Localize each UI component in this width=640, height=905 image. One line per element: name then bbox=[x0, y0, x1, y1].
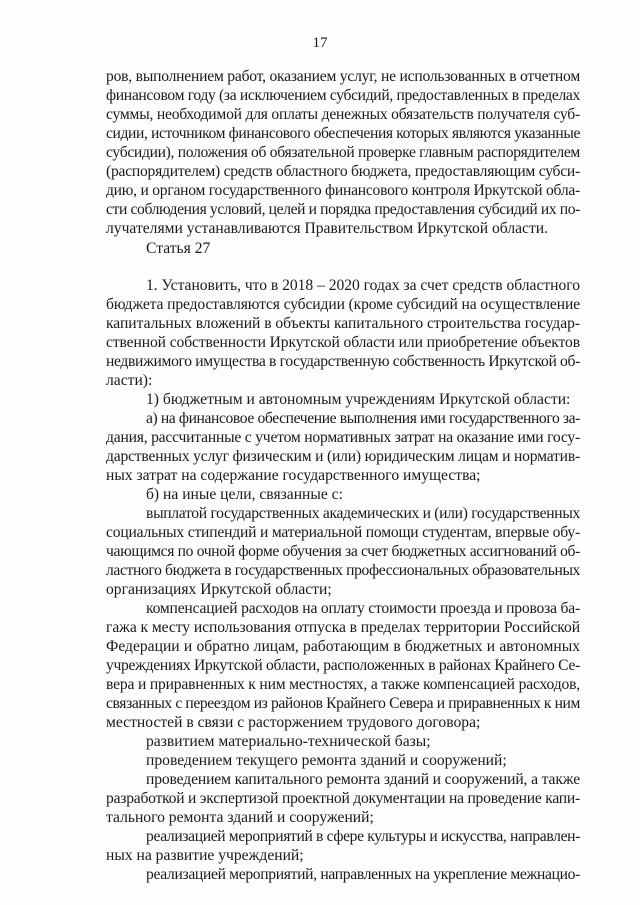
text-line: развитием материально-технической базы; bbox=[146, 733, 431, 750]
text-line: (распорядителем) средств областного бюджета, предоставляющим субси- bbox=[106, 163, 580, 180]
text-line: Федерации и обратно лицам, работающим в бюджетных и автономных bbox=[106, 638, 580, 655]
text-line: финансовом году (за исключением субсидий, предоставленных в пределах bbox=[106, 87, 580, 104]
text-line: реализацией мероприятий, направленных на укрепление межнацио- bbox=[146, 866, 580, 883]
text-line: реализацией мероприятий в сфере культуры и искусства, направлен- bbox=[146, 828, 580, 845]
text-line: суммы, необходимой для оплаты денежных обязательств получателя суб- bbox=[106, 106, 580, 123]
text-line: б) на иные цели, связанные с: bbox=[146, 486, 343, 503]
text-line: вера и приравненных к ним местностях, а также компенсацией расходов, bbox=[106, 676, 580, 693]
text-line: выплатой государственных академических и (или) государственных bbox=[146, 505, 580, 522]
text-line: лучателями устанавливаются Правительством Иркутской области. bbox=[106, 220, 549, 237]
text-line: ластного бюджета в государственных профессиональных образовательных bbox=[106, 562, 580, 579]
text-line: сти соблюдения условий, целей и порядка предоставления субсидий их по- bbox=[106, 201, 580, 218]
text-line: связанных с переездом из районов Крайнего Севера и приравненных к ним bbox=[106, 695, 580, 712]
text-line: капитальных вложений в объекты капитального строительства государ- bbox=[106, 315, 580, 332]
text-line: а) на финансовое обеспечение выполнения ими государственного за- bbox=[146, 410, 580, 427]
text-line: субсидии), положения об обязательной проверке главным распорядителем bbox=[106, 144, 580, 161]
text-line: социальных стипендий и материальной помощи студентам, впервые обу- bbox=[106, 524, 580, 541]
text-line: учреждениях Иркутской области, расположенных в районах Крайнего Се- bbox=[106, 657, 580, 674]
article-heading: Статья 27 bbox=[146, 240, 211, 257]
text-line: дию, и органом государственного финансового контроля Иркутской обла- bbox=[106, 182, 580, 199]
text-line: ных на развитие учреждений; bbox=[106, 847, 304, 864]
text-line: 1) бюджетным и автономным учреждениям Иркутской области: bbox=[146, 391, 571, 408]
text-line: ственной собственности Иркутской области или приобретение объектов bbox=[106, 334, 580, 351]
text-line: местностей в связи с расторжением трудового договора; bbox=[106, 714, 481, 731]
text-line: чающимся по очной форме обучения за счет бюджетных ассигнований об- bbox=[106, 543, 580, 560]
text-line: компенсацией расходов на оплату стоимости проезда и провоза ба- bbox=[146, 600, 580, 617]
text-line: тального ремонта зданий и сооружений; bbox=[106, 809, 374, 826]
text-line: дарственных услуг физическим и (или) юридическим лицам и норматив- bbox=[106, 448, 580, 465]
text-line: бюджета предоставляются субсидии (кроме субсидий на осуществление bbox=[106, 296, 580, 313]
text-line: проведением капитального ремонта зданий и сооружений, а также bbox=[146, 771, 580, 788]
text-line: ласти): bbox=[106, 372, 153, 389]
text-line: проведением текущего ремонта зданий и сооружений; bbox=[146, 752, 507, 769]
text-line: организациях Иркутской области; bbox=[106, 581, 332, 598]
text-line: сидии, источником финансового обеспечения которых являются указанные bbox=[106, 125, 580, 142]
page-number: 17 bbox=[312, 35, 328, 51]
text-line: ров, выполнением работ, оказанием услуг, не использованных в отчетном bbox=[106, 68, 580, 85]
text-line: гажа к месту использования отпуска в пределах территории Российской bbox=[106, 619, 580, 636]
text-line: разработкой и экспертизой проектной документации на проведение капи- bbox=[106, 790, 580, 807]
text-line: ных затрат на содержание государственного имущества; bbox=[106, 467, 481, 484]
text-line: 1. Установить, что в 2018 – 2020 годах за счет средств областного bbox=[146, 277, 580, 294]
text-line: дания, рассчитанные с учетом нормативных затрат на оказание ими госу- bbox=[106, 429, 580, 446]
text-line: недвижимого имущества в государственную собственность Иркутской об- bbox=[106, 353, 580, 370]
